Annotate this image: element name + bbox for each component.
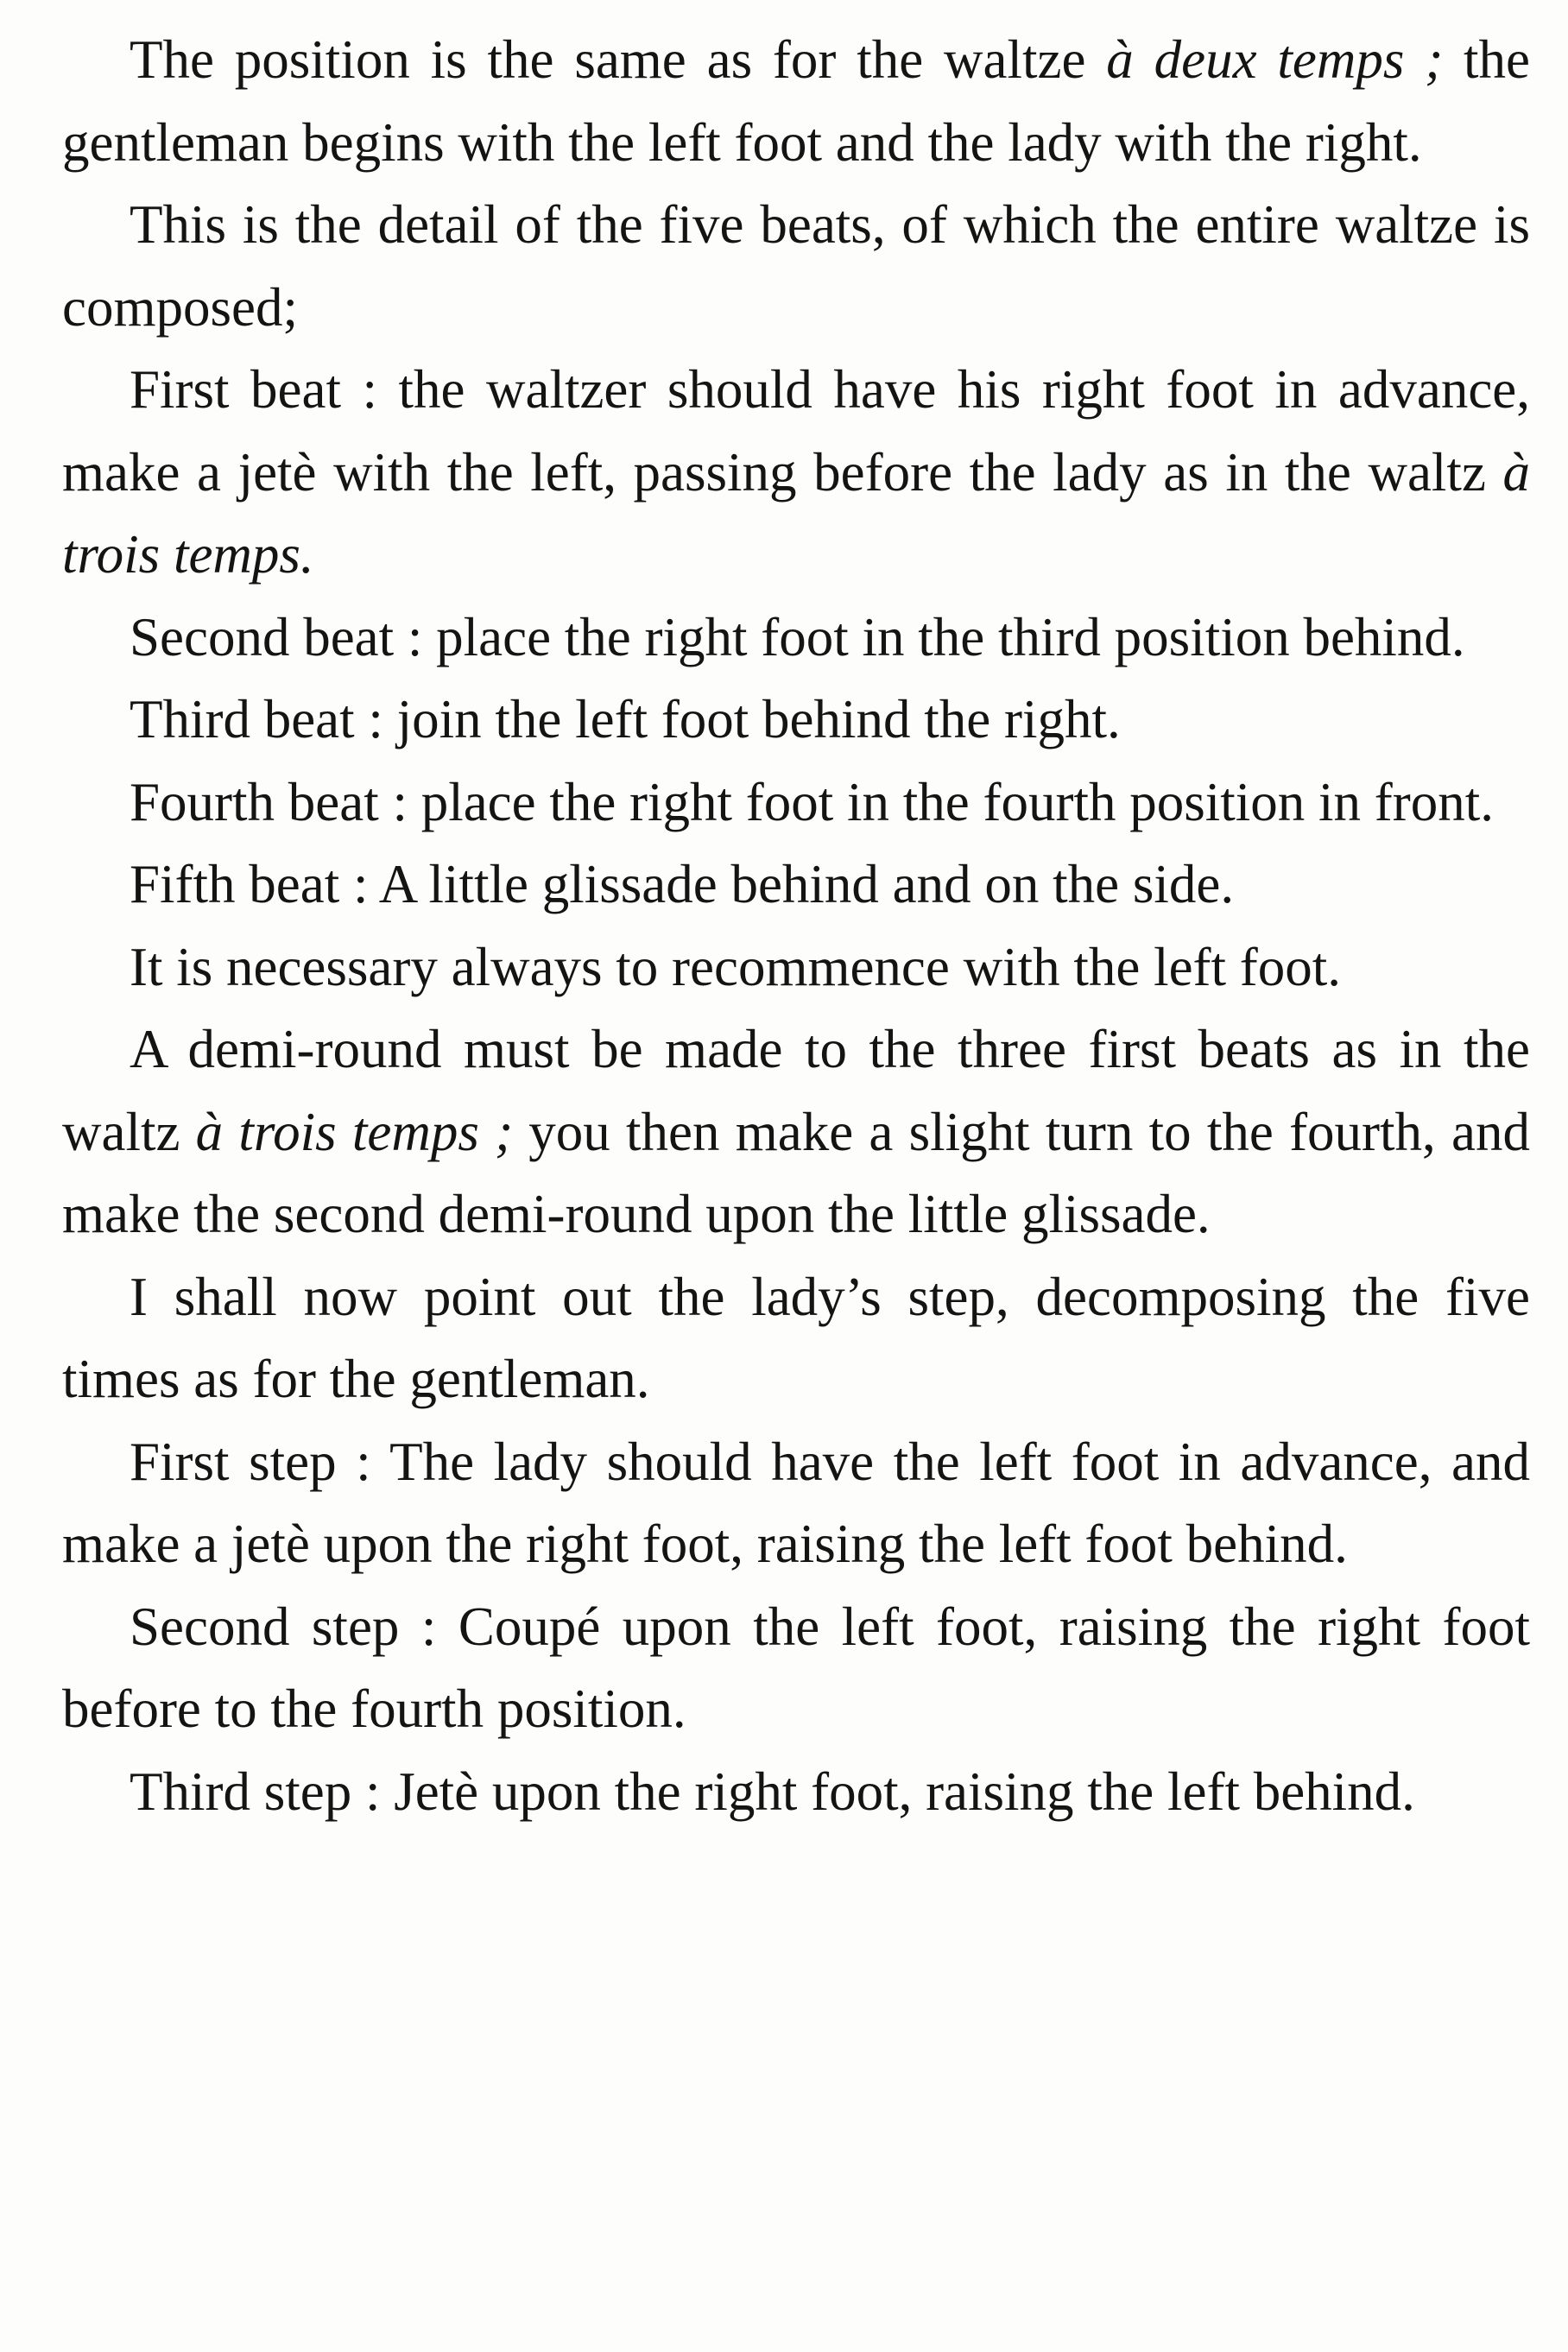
text-segment: the gentleman begins with the left foot and the lady with the right. (62, 29, 1531, 173)
paragraph-position (62, 19, 1530, 184)
page-text (62, 19, 1530, 1833)
paragraph-second-beat (62, 597, 1530, 680)
text-segment: you then make a slight turn to the fourth, and make the second demi-round upon the little glissade. (62, 1101, 1530, 1244)
text-segment: Fourth beat : place the right foot in the fourth position in front. (130, 771, 1494, 832)
text-segment: The position is the same as for the waltze (130, 29, 1107, 90)
text-segment: Second beat : place the right foot in the third position behind. (130, 606, 1465, 667)
italic-text-segment: à trois temps ; (195, 1101, 514, 1162)
text-segment: Third beat : join the left foot behind the right. (130, 689, 1121, 749)
text-segment: I shall now point out the lady’s step, decomposing the five times as for the gentleman. (62, 1266, 1530, 1409)
paragraph-first-step (62, 1421, 1530, 1586)
text-segment: Second step : Coupé upon the left foot, raising the right foot before to the fourth position. (62, 1596, 1530, 1739)
paragraph-recommence (62, 926, 1530, 1009)
paragraph-second-step (62, 1586, 1530, 1751)
paragraph-fourth-beat (62, 762, 1530, 844)
paragraph-third-beat (62, 679, 1530, 762)
paragraph-first-beat (62, 349, 1530, 597)
text-segment: First step : The lady should have the left foot in advance, and make a jetè upon the right foot, raising the left foot behind. (62, 1431, 1530, 1574)
text-segment: First beat : the waltzer should have his right foot in advance, make a jetè with the left, passing before the lady as in the waltz (62, 359, 1530, 503)
text-segment: Fifth beat : A little glissade behind and on the side. (130, 854, 1235, 914)
paragraph-third-step (62, 1751, 1530, 1834)
paragraph-detail (62, 184, 1530, 349)
italic-text-segment: à deux temps ; (1106, 29, 1444, 90)
paragraph-lady-intro (62, 1256, 1530, 1421)
paragraph-demi-round (62, 1008, 1530, 1256)
paragraph-fifth-beat (62, 844, 1530, 926)
text-segment: Third step : Jetè upon the right foot, raising the left behind. (130, 1761, 1415, 1822)
text-segment: It is necessary always to recommence with the left foot. (130, 936, 1342, 997)
text-segment: This is the detail of the five beats, of which the entire waltze is composed; (62, 194, 1530, 338)
text-segment: A demi-round must be made to the three first beats as in the waltz (62, 1019, 1530, 1162)
italic-text-segment: à trois temps. (62, 441, 1530, 585)
